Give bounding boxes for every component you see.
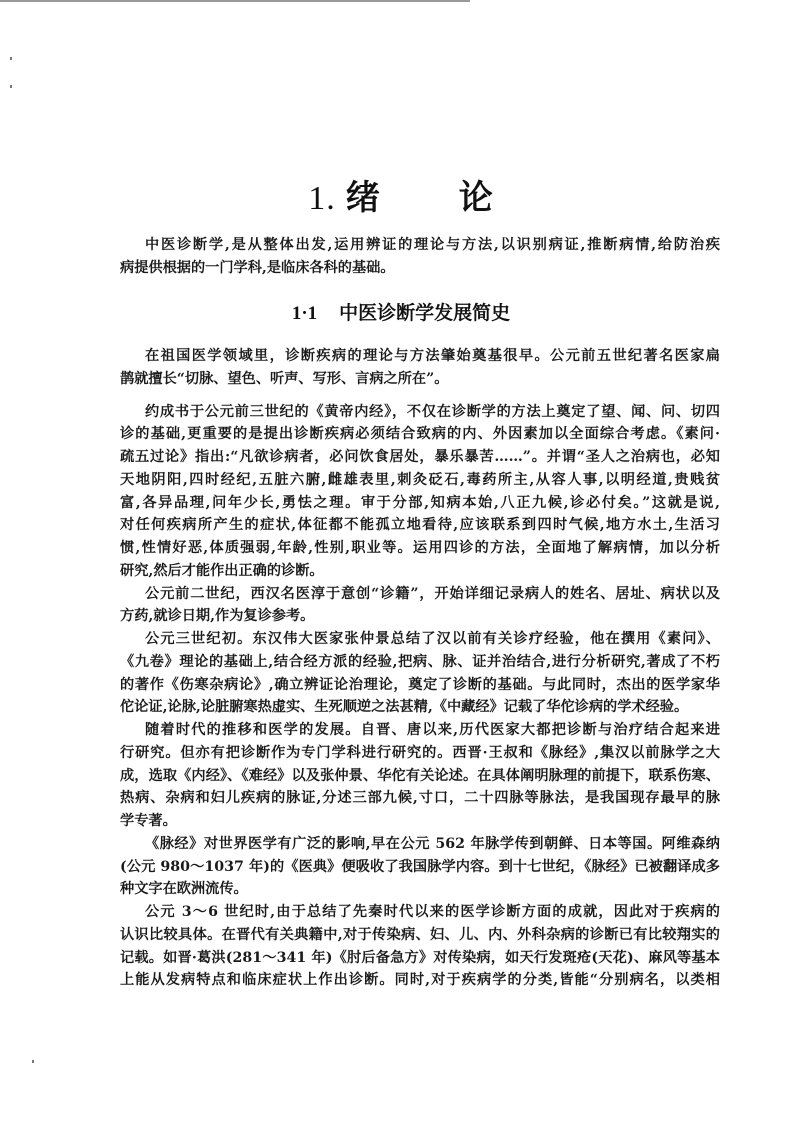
text-line: 上能从发病特点和临床症状上作出诊断。同时,对于疾病学的分类,皆能“分别病名，以类相 <box>120 972 720 989</box>
text-line: 认识比较具体。在晋代有关典籍中,对于传染病、妇、儿、内、外科杂病的诊断已有比较翔实的 <box>120 926 720 943</box>
text-line: 公元前二世纪，西汉名医淳于意创“诊籍”，开始详细记录病人的姓名、居址、病状以及 <box>145 585 720 602</box>
chapter-title-part2: 论 <box>458 178 494 218</box>
text-line: (公元 980～1037 年)的《医典》便吸收了我国脉学内容。到十七世纪，《脉经》已被翻译成多 <box>120 858 720 875</box>
scan-edge-line <box>0 0 470 2</box>
chapter-title-part1: 绪 <box>345 178 381 218</box>
text-line: 鹊就擅长“切脉、望色、听声、写形、言病之所在”。 <box>120 370 449 387</box>
section-heading <box>0 301 802 326</box>
text-line: 在祖国医学领域里，诊断疾病的理论与方法肇始奠基很早。公元前五世纪著名医家扁 <box>145 348 720 364</box>
text-line: 《九卷》理论的基础上,结合经方派的经验,把病、脉、证并治结合,进行分析研究,著成了不朽 <box>120 653 720 670</box>
text-line: 病提供根据的一门学科,是临床各科的基础。 <box>120 260 395 276</box>
text-line: 疏五过论》指出:“凡欲诊病者，必问饮食居处，暴乐暴苦……”。并谓“圣人之治病也，必知 <box>120 449 720 465</box>
text-line: 对任何疾病所产生的症状,体征都不能孤立地看待,应该联系到四时气候,地方水土,生活习 <box>120 517 720 534</box>
chapter-number: 1. <box>308 180 336 217</box>
text-line: 中医诊断学,是从整体出发,运用辨证的理论与方法,以识别病证,推断病情,给防治疾 <box>145 237 720 253</box>
scan-speck <box>10 85 12 88</box>
text-line: 惯,性情好恶,体质强弱,年龄,性别,职业等。运用四诊的方法，全面地了解病情，加以分析 <box>120 540 720 556</box>
text-line: 公元 3～6 世纪时,由于总结了先秦时代以来的医学诊断方面的成就，因此对于疾病的 <box>145 904 720 920</box>
text-line: 约成书于公元前三世纪的《黄帝内经》，不仅在诊断学的方法上奠定了望、闻、问、切四 <box>145 403 720 420</box>
scan-speck <box>32 1060 34 1063</box>
text-line: 佗论证,论脉,论脏腑寒热虚实、生死顺逆之法甚精,《中藏经》记载了华佗诊病的学术经验。 <box>120 699 689 716</box>
text-line: 记载。如晋·葛洪(281～341 年)《肘后备急方》对传染病，如天行发斑疮(天花)、麻风等基本 <box>120 949 720 966</box>
text-line: 研究,然后才能作出正确的诊断。 <box>120 562 324 579</box>
text-line: 成，选取《内经》、《难经》以及张仲景、华佗有关论述。在具体阐明脉理的前提下，联系伤寒、 <box>120 767 720 784</box>
text-line: 富,各异品理,问年少长,勇怯之理。审于分部,知病本始,八正九候,诊必付矣。”这就是说, <box>120 494 720 511</box>
text-line: 学专著。 <box>120 813 177 829</box>
text-line: 随着时代的推移和医学的发展。自晋、唐以来,历代医家大都把诊断与治疗结合起来进 <box>145 722 720 738</box>
text-line: 公元三世纪初。东汉伟大医家张仲景总结了汉以前有关诊疗经验，他在撰用《素问》、 <box>145 631 720 647</box>
text-line: 种文字在欧洲流传。 <box>120 881 248 898</box>
text-line: 诊的基础,更重要的是提出诊断疾病必须结合致病的内、外因素加以全面综合考虑。《素问· <box>120 426 720 443</box>
text-line: 的著作《伤寒杂病论》,确立辨证论治理论，奠定了诊断的基础。与此同时，杰出的医学家华 <box>120 676 720 693</box>
text-line: 天地阴阳,四时经纪,五脏六腑,雌雄表里,刺灸砭石,毒药所主,从容人事,以明经道,贵贱贫 <box>120 471 720 488</box>
section-number: 1·1 <box>291 303 318 324</box>
text-line: 《脉经》对世界医学有广泛的影响,早在公元 562 年脉学传到朝鲜、日本等国。阿维森纳 <box>145 835 720 852</box>
text-line: 方药,就诊日期,作为复诊参考。 <box>120 608 315 625</box>
chapter-title <box>0 180 802 217</box>
scan-speck <box>10 57 12 60</box>
text-line: 行研究。但亦有把诊断作为专门学科进行研究的。西晋·王叔和《脉经》,集汉以前脉学之大 <box>120 744 720 761</box>
text-line: 热病、杂病和妇儿疾病的脉证,分述三部九候,寸口，二十四脉等脉法，是我国现存最早的脉 <box>120 790 720 807</box>
section-title: 中医诊断学发展简史 <box>339 302 511 324</box>
